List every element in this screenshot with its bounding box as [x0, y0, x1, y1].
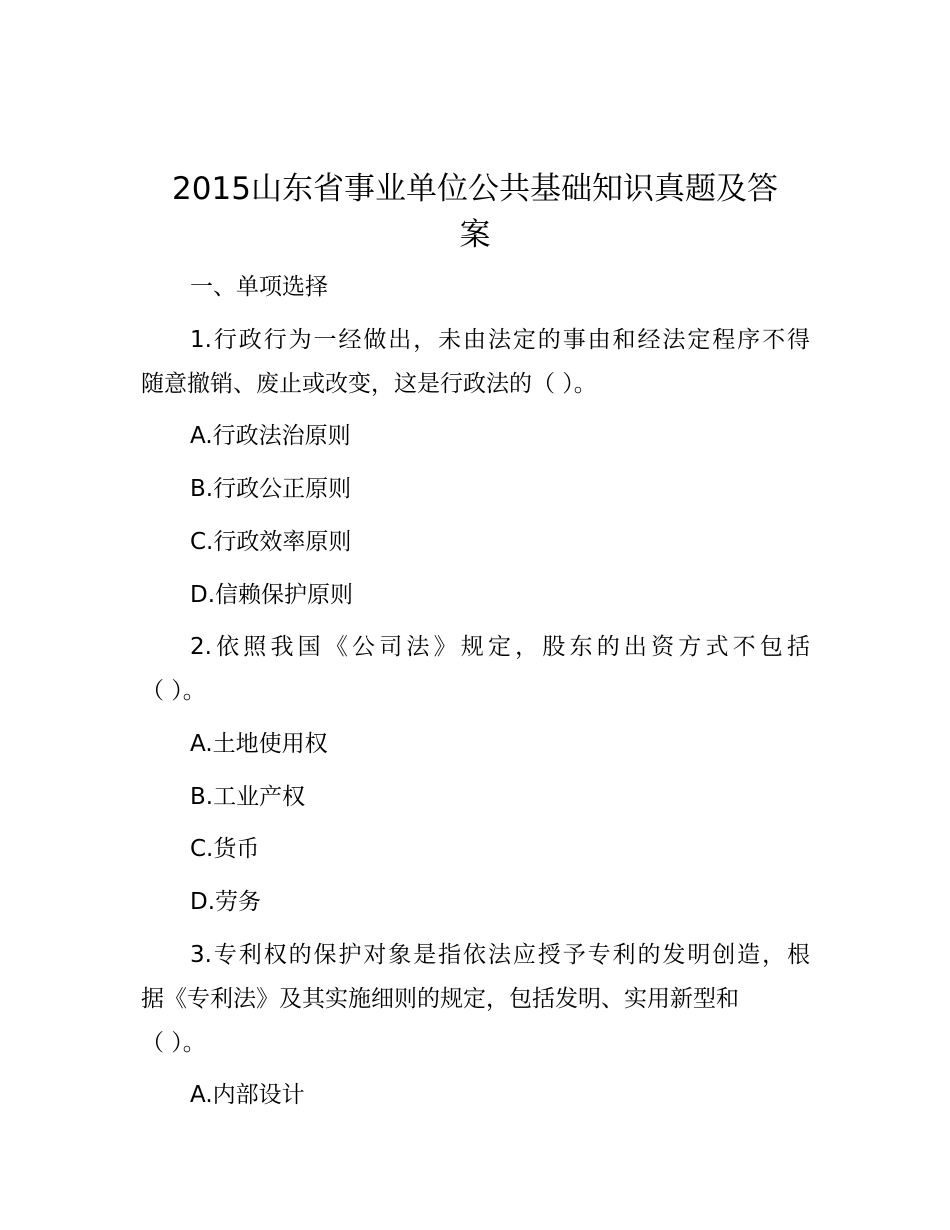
question-3-stem-line-2: 据《专利法》及其实施细则的规定，包括发明、实用新型和 — [141, 986, 739, 1012]
document-title — [140, 166, 810, 258]
question-3-stem-line-3: （ ）。 — [141, 1030, 206, 1056]
question-2-option-d: D.劳务 — [190, 889, 262, 915]
question-1-stem-line-2: 随意撤销、废止或改变，这是行政法的（ ）。 — [141, 371, 597, 397]
question-1-stem-line-1: 1.行政行为一经做出，未由法定的事由和经法定程序不得 — [190, 327, 810, 353]
title-line-2: 案 — [459, 217, 491, 253]
question-2-option-a: A.土地使用权 — [190, 731, 328, 757]
question-1-option-a: A.行政法治原则 — [190, 423, 351, 449]
question-2-stem-line-2: （ ）。 — [141, 678, 206, 704]
question-3-option-a: A.内部设计 — [190, 1082, 305, 1108]
question-3-stem-line-1: 3.专利权的保护对象是指依法应授予专利的发明创造，根 — [190, 942, 810, 968]
question-2-stem-line-1: 2.依照我国《公司法》规定，股东的出资方式不包括 — [190, 634, 810, 660]
question-1-option-c: C.行政效率原则 — [190, 529, 352, 555]
question-1-option-b: B.行政公正原则 — [190, 476, 352, 502]
section-heading: 一、单项选择 — [190, 274, 328, 300]
title-line-1: 2015山东省事业单位公共基础知识真题及答 — [172, 171, 778, 207]
question-2-option-c: C.货币 — [190, 836, 260, 862]
question-2-option-b: B.工业产权 — [190, 784, 306, 810]
question-1-option-d: D.信赖保护原则 — [190, 582, 354, 608]
